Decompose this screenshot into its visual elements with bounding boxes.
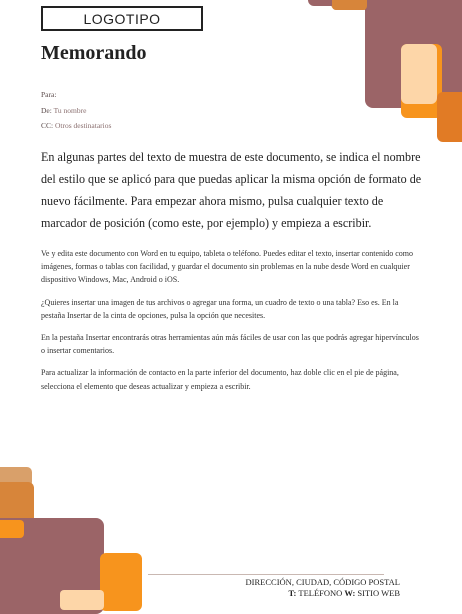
memo-title: Memorando bbox=[41, 42, 147, 64]
web-label: W: bbox=[344, 588, 356, 598]
phone-value[interactable]: TELÉFONO bbox=[298, 588, 343, 598]
decor-shape-top-7 bbox=[437, 92, 462, 142]
cc-label: CC: bbox=[41, 121, 54, 130]
memo-meta bbox=[41, 87, 111, 134]
body-paragraph[interactable]: Ve y edita este documento con Word en tu equipo, tableta o teléfono. Puedes editar el texto, insertar contenido como imágenes, formas o tablas con facilidad, y guardar el documento sin problemas en la nube desde Word en cualquier dispositivo Windows, Mac, Android o iOS. bbox=[41, 249, 413, 285]
body-text bbox=[41, 247, 421, 402]
logo-text: LOGOTIPO bbox=[83, 10, 161, 27]
cc-line bbox=[41, 118, 111, 134]
phone-label: T: bbox=[288, 588, 297, 598]
to-label: Para: bbox=[41, 90, 57, 99]
decor-shape-top-4 bbox=[332, 0, 367, 10]
decor-shape-bottom-6 bbox=[60, 590, 104, 610]
intro-paragraph[interactable]: En algunas partes del texto de muestra de este documento, se indica el nombre del estilo que se aplicó para que puedas aplicar la misma opción de formato de nuevo fácilmente. Para empezar ahora mismo, pulsa cualquier texto de marcador de posición (como este, por ejemplo) y empieza a escribir. bbox=[41, 150, 422, 230]
cc-value[interactable]: Otros destinatarios bbox=[54, 121, 112, 130]
body-paragraph[interactable]: En la pestaña Insertar encontrarás otras herramientas aún más fáciles de usar con las que podrás agregar hipervínculos o insertar comentarios. bbox=[41, 333, 419, 356]
decor-shape-bottom-5 bbox=[100, 553, 142, 611]
from-value[interactable]: Tu nombre bbox=[53, 105, 87, 115]
footer-address[interactable]: DIRECCIÓN, CIUDAD, CÓDIGO POSTAL bbox=[245, 577, 400, 587]
footer-divider bbox=[148, 574, 384, 575]
body-paragraph[interactable]: ¿Quieres insertar una imagen de tus archivos o agregar una forma, un cuadro de texto o una tabla? Eso es. En la pestaña Insertar de la cinta de opciones, pulsa la opción que necesites. bbox=[41, 297, 399, 320]
to-line bbox=[41, 87, 111, 103]
web-value[interactable]: SITIO WEB bbox=[357, 588, 400, 598]
decor-shape-bottom-4 bbox=[0, 520, 24, 538]
from-label: De: bbox=[41, 105, 52, 115]
footer-contact bbox=[246, 588, 400, 599]
from-line bbox=[41, 103, 111, 119]
footer bbox=[246, 577, 400, 599]
logo-placeholder bbox=[41, 6, 203, 31]
body-paragraph[interactable]: Para actualizar la información de contacto en la parte inferior del documento, haz doble clic en el pie de página, selecciona el elemento que deseas actualizar y empieza a escribir. bbox=[41, 368, 399, 391]
decor-shape-top-6 bbox=[401, 44, 437, 104]
